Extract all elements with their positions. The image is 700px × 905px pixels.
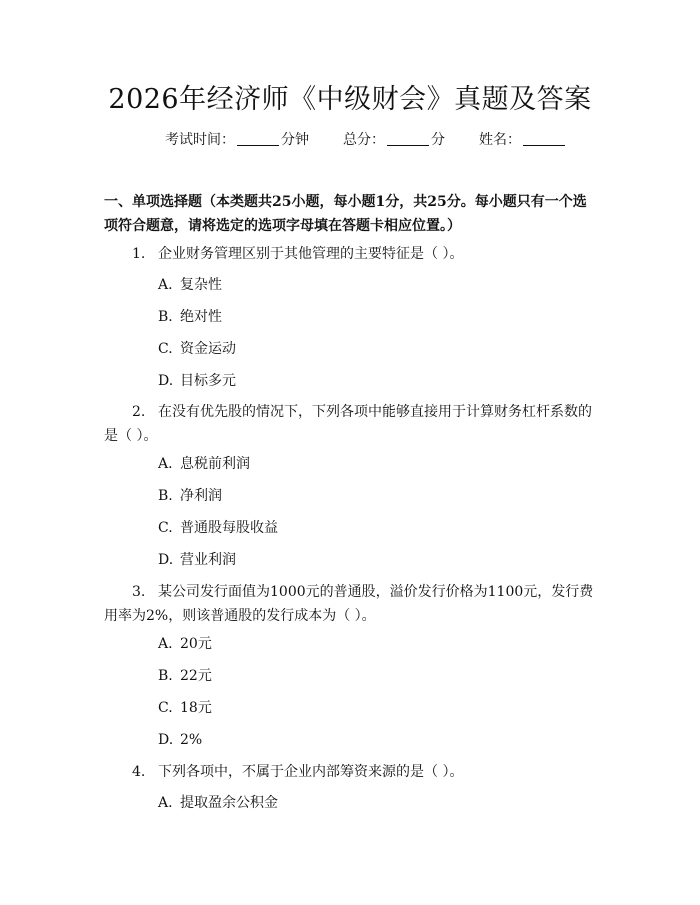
question-1-option-b: B. 绝对性 [158,309,222,325]
name-label: 姓名： [479,132,521,148]
exam-info-line [165,130,567,150]
question-2-option-c: C. 普通股每股收益 [158,520,278,536]
question-2 [104,400,600,448]
question-text: 某公司发行面值为1000元的普通股，溢价发行价格为1100元，发行费用率为2%，则该普通股的发行成本为（ ）。 [104,584,594,624]
question-1-option-a: A. 复杂性 [158,277,222,293]
score-blank [387,131,429,146]
question-4-option-a: A. 提取盈余公积金 [158,795,278,811]
question-3-option-a: A. 20元 [158,636,212,652]
time-label: 考试时间： [165,132,235,148]
question-3-option-b: B. 22元 [158,668,212,684]
question-text: 企业财务管理区别于其他管理的主要特征是（ ）。 [158,246,464,262]
time-blank [237,131,279,146]
question-2-option-d: D. 营业利润 [158,552,236,568]
score-unit: 分 [431,132,445,148]
score-label: 总分： [343,132,385,148]
question-number: 3. [132,584,146,600]
question-number: 1. [132,246,146,262]
document-title: 2026年经济师《中级财会》真题及答案 [108,84,592,115]
question-2-option-a: A. 息税前利润 [158,456,250,472]
question-1 [104,242,600,266]
question-3-option-c: C. 18元 [158,700,212,716]
question-1-option-c: C. 资金运动 [158,341,236,357]
section-heading: 一、单项选择题（本类题共25小题，每小题1分，共25分。每小题只有一个选项符合题意，请将选定的选项字母填在答题卡相应位置。） [104,194,587,234]
question-number: 2. [132,404,146,420]
question-2-option-b: B. 净利润 [158,488,222,504]
question-number: 4. [132,764,146,780]
question-1-option-d: D. 目标多元 [158,373,236,389]
question-3 [104,580,600,628]
name-blank [523,131,565,146]
question-text: 下列各项中，不属于企业内部筹资来源的是（ ）。 [158,764,464,780]
question-3-option-d: D. 2% [158,732,203,748]
time-unit: 分钟 [281,132,309,148]
question-text: 在没有优先股的情况下，下列各项中能够直接用于计算财务杠杆系数的是（ ）。 [104,404,592,444]
question-4 [104,760,600,784]
